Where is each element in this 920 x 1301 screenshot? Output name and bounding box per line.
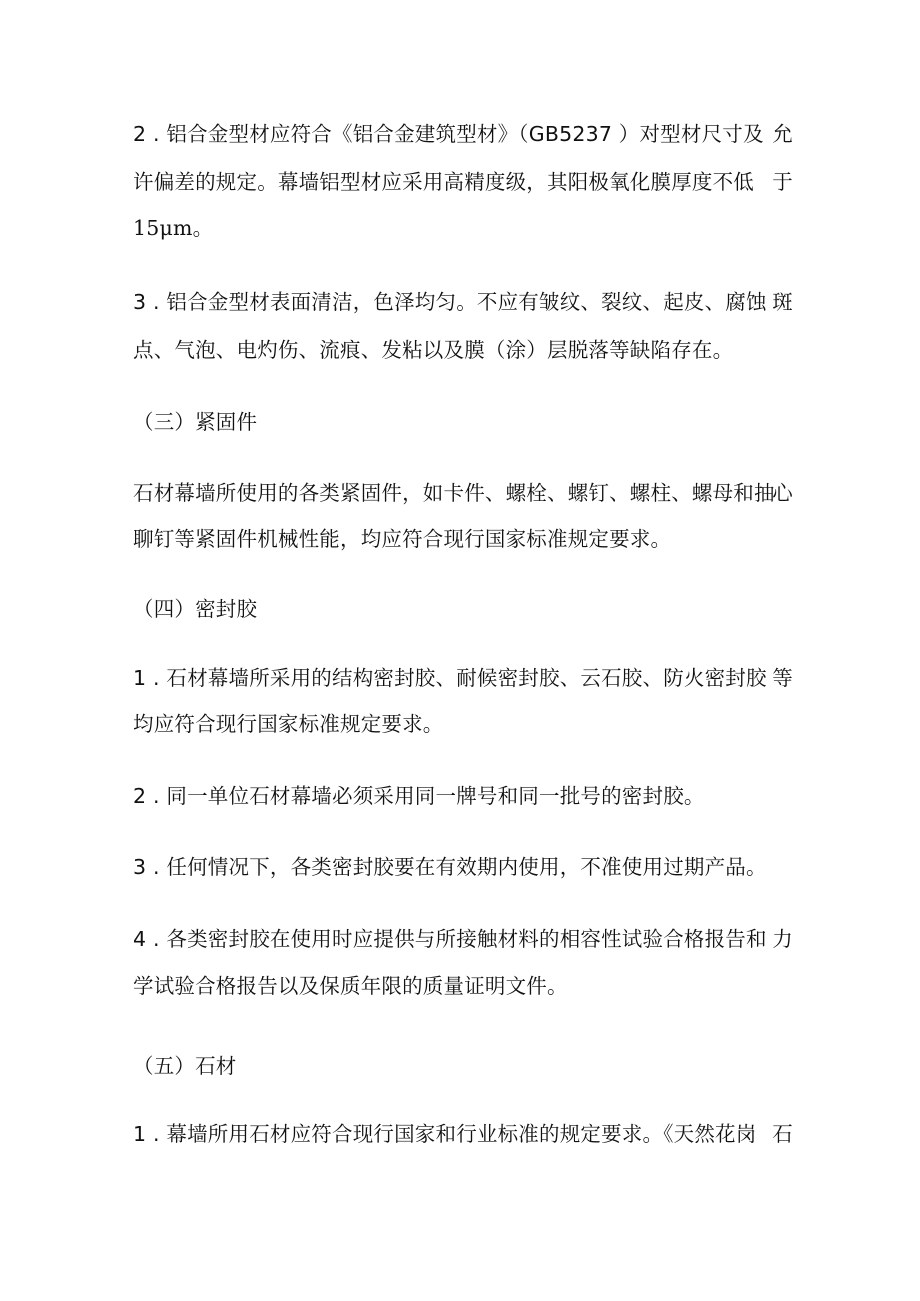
paragraph-sealant-types-line-1 <box>133 664 793 692</box>
paragraph-surface-quality-line-1 <box>133 288 793 316</box>
text: （四）密封胶 <box>133 597 258 621</box>
paragraph-fasteners-line-1 <box>133 479 793 507</box>
line-end-char: 等 <box>772 666 793 690</box>
paragraph-surface-quality-line-2 <box>133 336 793 364</box>
text: 2 . 同一单位石材幕墙必须采用同一牌号和同一批号的密封胶。 <box>133 784 705 808</box>
section-heading-stone <box>133 1052 793 1080</box>
line-end-char: 力 <box>772 927 793 951</box>
text: 聊钉等紧固件机械性能，均应符合现行国家标准规定要求。 <box>133 527 672 551</box>
line-end-char: 心 <box>772 481 793 505</box>
text: 2 . 铝合金型材应符合《铝合金建筑型材》（GB5237 ）对型材尺寸及 <box>133 122 764 146</box>
text: 石材幕墙所使用的各类紧固件，如卡件、螺栓、螺钉、螺柱、螺母和抽 <box>133 481 775 505</box>
section-heading-fasteners <box>133 408 793 436</box>
paragraph-fasteners-line-2 <box>133 525 793 553</box>
text: 4 . 各类密封胶在使用时应提供与所接触材料的相容性试验合格报告和 <box>133 927 767 951</box>
line-end-char: 于 <box>772 170 793 194</box>
text: （五）石材 <box>133 1054 237 1078</box>
text: 3 . 铝合金型材表面清洁，色泽均匀。不应有皱纹、裂纹、起皮、腐蚀 <box>133 290 767 314</box>
text: 1 . 幕墙所用石材应符合现行国家和行业标准的规定要求。《天然花岗 <box>133 1122 757 1146</box>
paragraph-aluminum-standard-line-3 <box>133 214 793 242</box>
text: 许偏差的规定。幕墙铝型材应采用高精度级，其阳极氧化膜厚度不低 <box>133 170 754 194</box>
line-end-char: 斑 <box>772 290 793 314</box>
text: 1 . 石材幕墙所采用的结构密封胶、耐候密封胶、云石胶、防火密封胶 <box>133 666 767 690</box>
text: 15μm。 <box>133 216 214 240</box>
paragraph-sealant-expiry <box>133 853 793 881</box>
paragraph-stone-standard-line-1 <box>133 1120 793 1148</box>
text: 点、气泡、电灼伤、流痕、发粘以及膜（涂）层脱落等缺陷存在。 <box>133 338 734 362</box>
paragraph-aluminum-standard-line-2 <box>133 168 793 196</box>
paragraph-aluminum-standard-line-1 <box>133 120 793 148</box>
text: 学试验合格报告以及保质年限的质量证明文件。 <box>133 974 568 998</box>
paragraph-sealant-same-brand <box>133 782 793 810</box>
line-end-char: 允 <box>772 122 793 146</box>
paragraph-sealant-reports-line-2 <box>133 972 793 1000</box>
paragraph-sealant-types-line-2 <box>133 710 793 738</box>
section-heading-sealant <box>133 595 793 623</box>
text: 均应符合现行国家标准规定要求。 <box>133 712 444 736</box>
line-end-char: 石 <box>772 1122 793 1146</box>
text: 3 . 任何情况下，各类密封胶要在有效期内使用，不准使用过期产品。 <box>133 855 767 879</box>
paragraph-sealant-reports-line-1 <box>133 925 793 953</box>
text: （三）紧固件 <box>133 410 258 434</box>
